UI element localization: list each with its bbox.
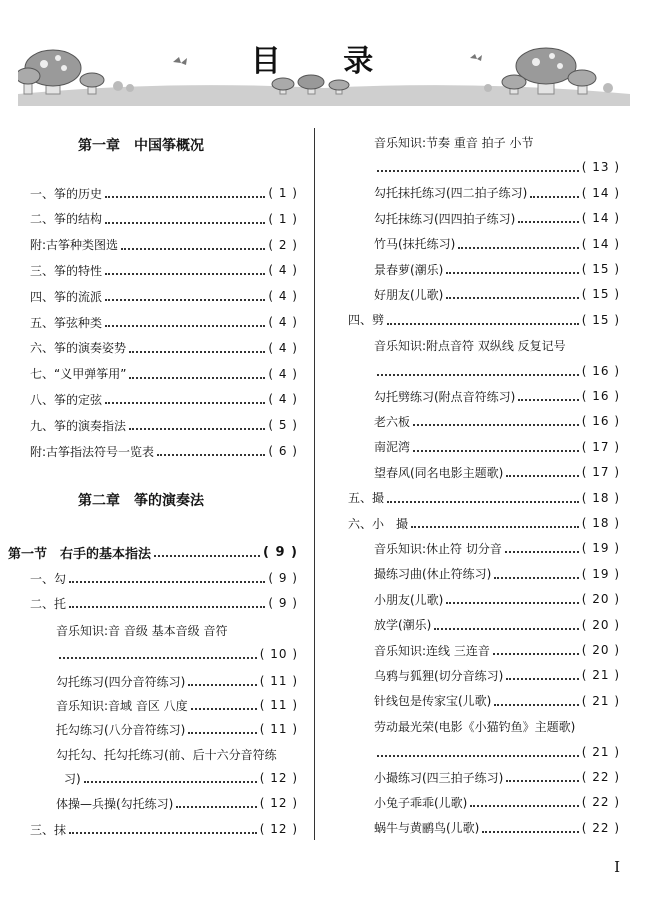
toc-entry[interactable] — [374, 664, 620, 686]
entry-label: 二、托 — [30, 596, 67, 611]
leader-dots — [387, 309, 579, 325]
leader-dots — [129, 363, 265, 379]
entry-page: ( 14 ) — [581, 185, 620, 200]
leader-dots — [176, 792, 256, 808]
toc-entry[interactable] — [374, 182, 620, 204]
entry-page: ( 14 ) — [581, 211, 620, 226]
entry-page: ( 4 ) — [268, 340, 298, 355]
entry-label: 音乐知识:休止符 切分音 — [374, 541, 502, 556]
entry-page: ( 15 ) — [581, 262, 620, 276]
toc-entry[interactable] — [374, 385, 620, 407]
leader-dots — [105, 388, 265, 404]
entry-label: 四、筝的流派 — [30, 289, 103, 304]
leader-dots — [105, 208, 265, 224]
entry-label: 望春风(同名电影主题歌) — [374, 465, 504, 480]
entry-page: ( 21 ) — [581, 693, 620, 708]
toc-entry[interactable] — [374, 233, 620, 255]
leader-dots — [191, 694, 257, 710]
toc-entry[interactable] — [56, 792, 298, 814]
entry-page: ( 13 ) — [581, 160, 620, 175]
entry-page: ( 9 ) — [268, 596, 298, 610]
toc-entry[interactable] — [56, 643, 298, 665]
entry-page: ( 4 ) — [268, 366, 298, 381]
entry-label: 乌鸦与狐狸(切分音练习) — [374, 668, 504, 683]
entry-page: ( 4 ) — [268, 289, 298, 304]
entry-label: 一、筝的历史 — [30, 186, 103, 201]
leader-dots — [506, 461, 578, 477]
entry-label: 音乐知识:附点音符 双纵线 反复记号 — [374, 339, 566, 354]
entry-label: 二、筝的结构 — [30, 212, 103, 227]
entry-label: 蜗牛与黄鹂鸟(儿歌) — [374, 821, 480, 836]
toc-entry[interactable] — [374, 817, 620, 839]
entry-page: ( 9 ) — [268, 571, 298, 585]
toc-entry-text — [56, 746, 277, 763]
entry-page: ( 12 ) — [259, 822, 298, 836]
entry-page: ( 20 ) — [581, 643, 620, 657]
toc-entry[interactable] — [374, 766, 620, 788]
entry-page: ( 1 ) — [268, 211, 298, 226]
leader-dots — [530, 182, 578, 198]
toc-entry[interactable] — [374, 207, 620, 229]
leader-dots — [413, 410, 579, 426]
toc-entry[interactable] — [374, 436, 620, 458]
entry-label: 附:古筝指法符号一览表 — [30, 444, 155, 459]
entry-page: ( 1 ) — [268, 186, 298, 200]
toc-entry[interactable] — [64, 767, 298, 789]
entry-page: ( 12 ) — [259, 796, 298, 810]
chapter-title: 第二章 筝的演奏法 — [78, 493, 204, 509]
leader-dots — [482, 817, 578, 833]
leader-dots — [506, 766, 578, 782]
toc-entry[interactable] — [56, 718, 298, 740]
toc-entry[interactable] — [56, 694, 298, 716]
entry-page: ( 5 ) — [268, 418, 298, 433]
entry-page: ( 20 ) — [581, 617, 620, 632]
entry-label: 第一节 右手的基本指法 — [8, 546, 152, 562]
leader-dots — [188, 718, 256, 734]
leader-dots — [377, 156, 579, 172]
toc-entry[interactable] — [30, 285, 298, 307]
leader-dots — [518, 207, 578, 223]
leader-dots — [434, 614, 578, 630]
entry-label: 六、筝的演奏姿势 — [30, 341, 127, 356]
entry-page: ( 15 ) — [581, 287, 620, 302]
toc-entry-text — [56, 622, 228, 639]
leader-dots — [105, 259, 265, 275]
entry-label: 小朋友(儿歌) — [374, 592, 444, 607]
leader-dots — [105, 285, 265, 301]
entry-label: 九、筝的演奏指法 — [30, 418, 127, 433]
leader-dots — [377, 741, 579, 757]
entry-label: 五、筝弦种类 — [30, 315, 103, 330]
entry-page: ( 4 ) — [268, 263, 298, 278]
entry-label: 三、抹 — [30, 822, 67, 837]
entry-page: ( 11 ) — [259, 674, 298, 688]
toc-entry[interactable] — [30, 208, 298, 230]
entry-page: ( 9 ) — [263, 544, 298, 560]
leader-dots — [494, 690, 578, 706]
leader-dots — [59, 643, 257, 659]
leader-dots — [413, 436, 579, 452]
toc-entry[interactable] — [30, 414, 298, 436]
entry-label: 一、勾 — [30, 571, 67, 586]
toc-entry[interactable] — [374, 156, 620, 178]
entry-page: ( 11 ) — [259, 722, 298, 736]
entry-label: 八、筝的定弦 — [30, 392, 103, 407]
entry-label: 南泥湾 — [374, 440, 411, 455]
entry-label: 托勾练习(八分音符练习) — [56, 722, 186, 737]
leader-dots — [506, 664, 578, 680]
leader-dots — [446, 588, 578, 604]
entry-label: 景春萝(潮乐) — [374, 262, 444, 277]
page-number: I — [614, 858, 620, 876]
toc-entry[interactable] — [374, 588, 620, 610]
leader-dots — [154, 541, 260, 557]
toc-entry[interactable] — [374, 258, 620, 280]
entry-page: ( 11 ) — [259, 698, 298, 712]
page-title: 目 录 — [250, 44, 400, 79]
leader-dots — [470, 791, 578, 807]
entry-page: ( 17 ) — [581, 465, 620, 480]
toc-entry-text — [374, 337, 566, 354]
toc-entry-text — [374, 718, 575, 735]
toc-entry[interactable] — [30, 259, 298, 281]
entry-label: 劳动最光荣(电影《小猫钓鱼》主题歌) — [374, 720, 576, 735]
entry-label: 勾托抹练习(四四拍子练习) — [374, 211, 516, 226]
toc-entry-section[interactable] — [8, 541, 298, 563]
leader-dots — [494, 563, 578, 579]
entry-page: ( 21 ) — [581, 668, 620, 683]
leader-dots — [188, 670, 256, 686]
entry-page: ( 18 ) — [581, 516, 620, 530]
leader-dots — [493, 639, 579, 655]
entry-page: ( 6 ) — [268, 444, 298, 458]
entry-label: 勾托劈练习(附点音符练习) — [374, 389, 516, 404]
toc-entry[interactable] — [374, 791, 620, 813]
leader-dots — [387, 487, 579, 503]
toc-entry[interactable] — [30, 440, 298, 462]
entry-page: ( 14 ) — [581, 236, 620, 251]
leader-dots — [69, 592, 265, 608]
entry-page: ( 19 ) — [581, 541, 620, 556]
leader-dots — [105, 182, 265, 198]
entry-label: 四、劈 — [348, 313, 385, 328]
toc-entry[interactable] — [348, 512, 620, 534]
entry-page: ( 16 ) — [581, 414, 620, 429]
entry-page: ( 19 ) — [581, 566, 620, 581]
entry-page: ( 18 ) — [581, 490, 620, 505]
toc-entry[interactable] — [30, 234, 298, 256]
leader-dots — [446, 283, 578, 299]
entry-label: 小兔子乖乖(儿歌) — [374, 795, 468, 810]
toc-entry[interactable] — [374, 410, 620, 432]
toc-entry[interactable] — [30, 311, 298, 333]
entry-label: 放学(潮乐) — [374, 618, 432, 633]
entry-page: ( 15 ) — [581, 312, 620, 327]
toc-entry[interactable] — [30, 182, 298, 204]
entry-label: 音乐知识:连线 三连音 — [374, 643, 490, 658]
entry-label: 三、筝的特性 — [30, 263, 103, 278]
toc-entry[interactable] — [374, 639, 620, 661]
toc-entry[interactable] — [348, 309, 620, 331]
entry-label: 习) — [64, 771, 81, 786]
toc-entry[interactable] — [30, 818, 298, 840]
toc-entry[interactable] — [374, 690, 620, 712]
leader-dots — [84, 767, 257, 783]
leader-dots — [121, 234, 265, 250]
toc-entry[interactable] — [30, 363, 298, 385]
leader-dots — [129, 414, 265, 430]
leader-dots — [129, 337, 265, 353]
leader-dots — [69, 818, 257, 834]
entry-label: 勾托抹托练习(四二拍子练习) — [374, 186, 528, 201]
entry-label: 撮练习曲(休止符练习) — [374, 567, 492, 582]
entry-page: ( 16 ) — [581, 363, 620, 378]
entry-page: ( 22 ) — [581, 770, 620, 784]
entry-label: 五、撮 — [348, 491, 385, 506]
entry-label: 勾托勾、托勾托练习(前、后十六分音符练 — [56, 748, 277, 762]
entry-page: ( 4 ) — [268, 392, 298, 407]
leader-dots — [157, 440, 265, 456]
leader-dots — [518, 385, 578, 401]
entry-label: 小撮练习(四三拍子练习) — [374, 770, 504, 785]
toc-entry[interactable] — [374, 741, 620, 763]
toc-entry[interactable] — [374, 360, 620, 382]
entry-page: ( 4 ) — [268, 315, 298, 329]
entry-label: 音乐知识:节奏 重音 拍子 小节 — [374, 136, 534, 150]
leader-dots — [105, 311, 265, 327]
toc-entry[interactable] — [374, 283, 620, 305]
entry-page: ( 16 ) — [581, 389, 620, 403]
entry-label: 六、小 撮 — [348, 516, 409, 531]
leader-dots — [458, 233, 578, 249]
entry-label: 竹马(抹托练习) — [374, 237, 456, 252]
toc-entry[interactable] — [374, 563, 620, 585]
entry-label: 体操—兵操(勾托练习) — [56, 796, 174, 811]
column-divider — [314, 128, 315, 840]
toc-entry[interactable] — [30, 337, 298, 359]
toc-entry[interactable] — [374, 461, 620, 483]
entry-label: 勾托练习(四分音符练习) — [56, 674, 186, 689]
leader-dots — [377, 360, 579, 376]
toc-entry[interactable] — [374, 537, 620, 559]
entry-label: 老六板 — [374, 414, 411, 429]
entry-label: 音乐知识:音 音级 基本音级 音符 — [56, 624, 228, 638]
entry-page: ( 21 ) — [581, 744, 620, 759]
toc-entry[interactable] — [348, 487, 620, 509]
entry-label: 针线包是传家宝(儿歌) — [374, 694, 492, 709]
entry-page: ( 17 ) — [581, 439, 620, 454]
toc-entry[interactable] — [30, 388, 298, 410]
entry-label: 好朋友(儿歌) — [374, 287, 444, 302]
leader-dots — [69, 567, 265, 583]
entry-label: 附:古筝种类图选 — [30, 238, 119, 253]
leader-dots — [411, 512, 579, 528]
leader-dots — [446, 258, 578, 274]
toc-entry[interactable] — [374, 614, 620, 636]
entry-page: ( 10 ) — [259, 647, 298, 661]
chapter-title: 第一章 中国筝概况 — [78, 138, 204, 154]
entry-page: ( 20 ) — [581, 592, 620, 607]
toc-entry[interactable] — [56, 670, 298, 692]
toc-entry-text — [374, 134, 534, 151]
leader-dots — [505, 537, 579, 553]
entry-page: ( 12 ) — [259, 771, 298, 785]
entry-page: ( 22 ) — [581, 795, 620, 810]
toc-entry[interactable] — [30, 567, 298, 589]
entry-page: ( 2 ) — [268, 237, 298, 252]
toc-entry[interactable] — [30, 592, 298, 614]
entry-page: ( 22 ) — [581, 820, 620, 835]
entry-label: 音乐知识:音域 音区 八度 — [56, 698, 188, 713]
entry-label: 七、“义甲弹筝用” — [30, 367, 127, 382]
